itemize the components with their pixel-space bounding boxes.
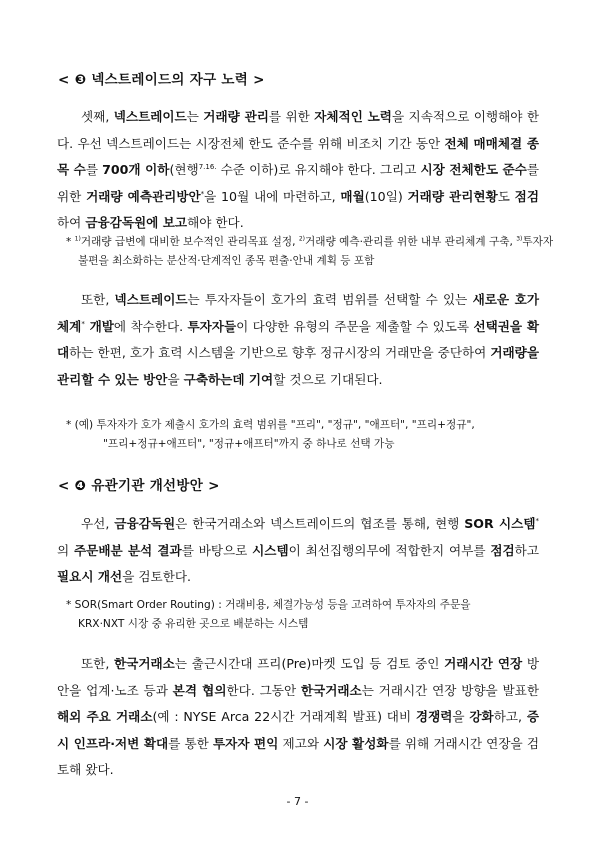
section-3-paragraph-2: 또한, 넥스트레이드는 투자자들이 호가의 효력 범위를 선택할 수 있는 새로운 호가 체계* 개발에 착수한다. 투자자들이 다양한 유형의 주문을 제출할 수 있도록 선택권을 확대하는 한편, 호가 효력 시스템을 기반으로 향후 정규시장의 거래만을 중단하여 거래량을 관리할 수 있는 방안을 구축하는데 기여할 것으로 기대된다. — [57, 292, 540, 387]
section-3-footnote-2 — [66, 416, 544, 454]
section-3-heading: < ❸ 넥스트레이드의 자구 노력 > — [58, 72, 265, 88]
section-4-footnote — [66, 596, 544, 634]
footnote-2-line-1: * (예) 투자자가 호가 제출시 호가의 효력 범위를 "프리", "정규", "애프터", "프리+정규", — [66, 419, 475, 431]
footnote-sor-line-1: * SOR(Smart Order Routing) : 거래비용, 체결가능성 등을 고려하여 투자자의 주문을 — [66, 599, 471, 611]
page-number: - 7 - — [286, 795, 309, 808]
section-3-paragraph-1: 셋째, 넥스트레이드는 거래량 관리를 위한 자체적인 노력을 지속적으로 이행해야 한다. 우선 넥스트레이드는 시장전체 한도 준수를 위해 비조치 기간 동안 전체 매매체결 종목 수를 700개 이하(현행$^{7.16.}$ 수준 이하)로 유지해야 한다. 그리고 시장 전체한도 준수를 위한 거래량 예측관리방안*을 10월 내에 마련하고, 매월(10일) 거래량 관리현황도 점검하여 금융감독원에 보고해야 한다. — [57, 109, 540, 230]
footnote-2-line-2: "프리+정규+애프터", "정규+애프터"까지 중 하나로 선택 가능 — [103, 438, 395, 450]
section-4-paragraph-1: 우선, 금융감독원은 한국거래소와 넥스트레이드의 협조를 통해, 현행 SOR 시스템*의 주문배분 분석 결과를 바탕으로 시스템이 최선집행의무에 적합한지 여부를 점검하고 필요시 개선을 검토한다. — [57, 516, 540, 584]
section-4-heading: < ❹ 유관기관 개선방안 > — [58, 478, 220, 494]
section-4-paragraph-2: 또한, 한국거래소는 출근시간대 프리(Pre)마켓 도입 등 검토 중인 거래시간 연장 방안을 업계·노조 등과 본격 협의한다. 그동안 한국거래소는 거래시간 연장 방향을 발표한 해외 주요 거래소(예 : NYSE Arca 22시간 거래계획 발표) 대비 경쟁력을 강화하고, 증시 인프라·저변 확대를 통한 투자자 편익 제고와 시장 활성화를 위해 거래시간 연장을 검토해 왔다. — [57, 656, 539, 777]
section-3-footnote-1: * $^{1)}$거래량 급변에 대비한 보수적인 관리목표 설정, $^{2)}$거래량 예측·관리를 위한 내부 관리체계 구축, $^{3)}$투자자 불편을 최소화하는 분산적·단계적인 종목 편출·안내 계획 등 포함 — [66, 235, 554, 267]
footnote-sor-line-2: KRX·NXT 시장 중 유리한 곳으로 배분하는 시스템 — [78, 618, 309, 630]
